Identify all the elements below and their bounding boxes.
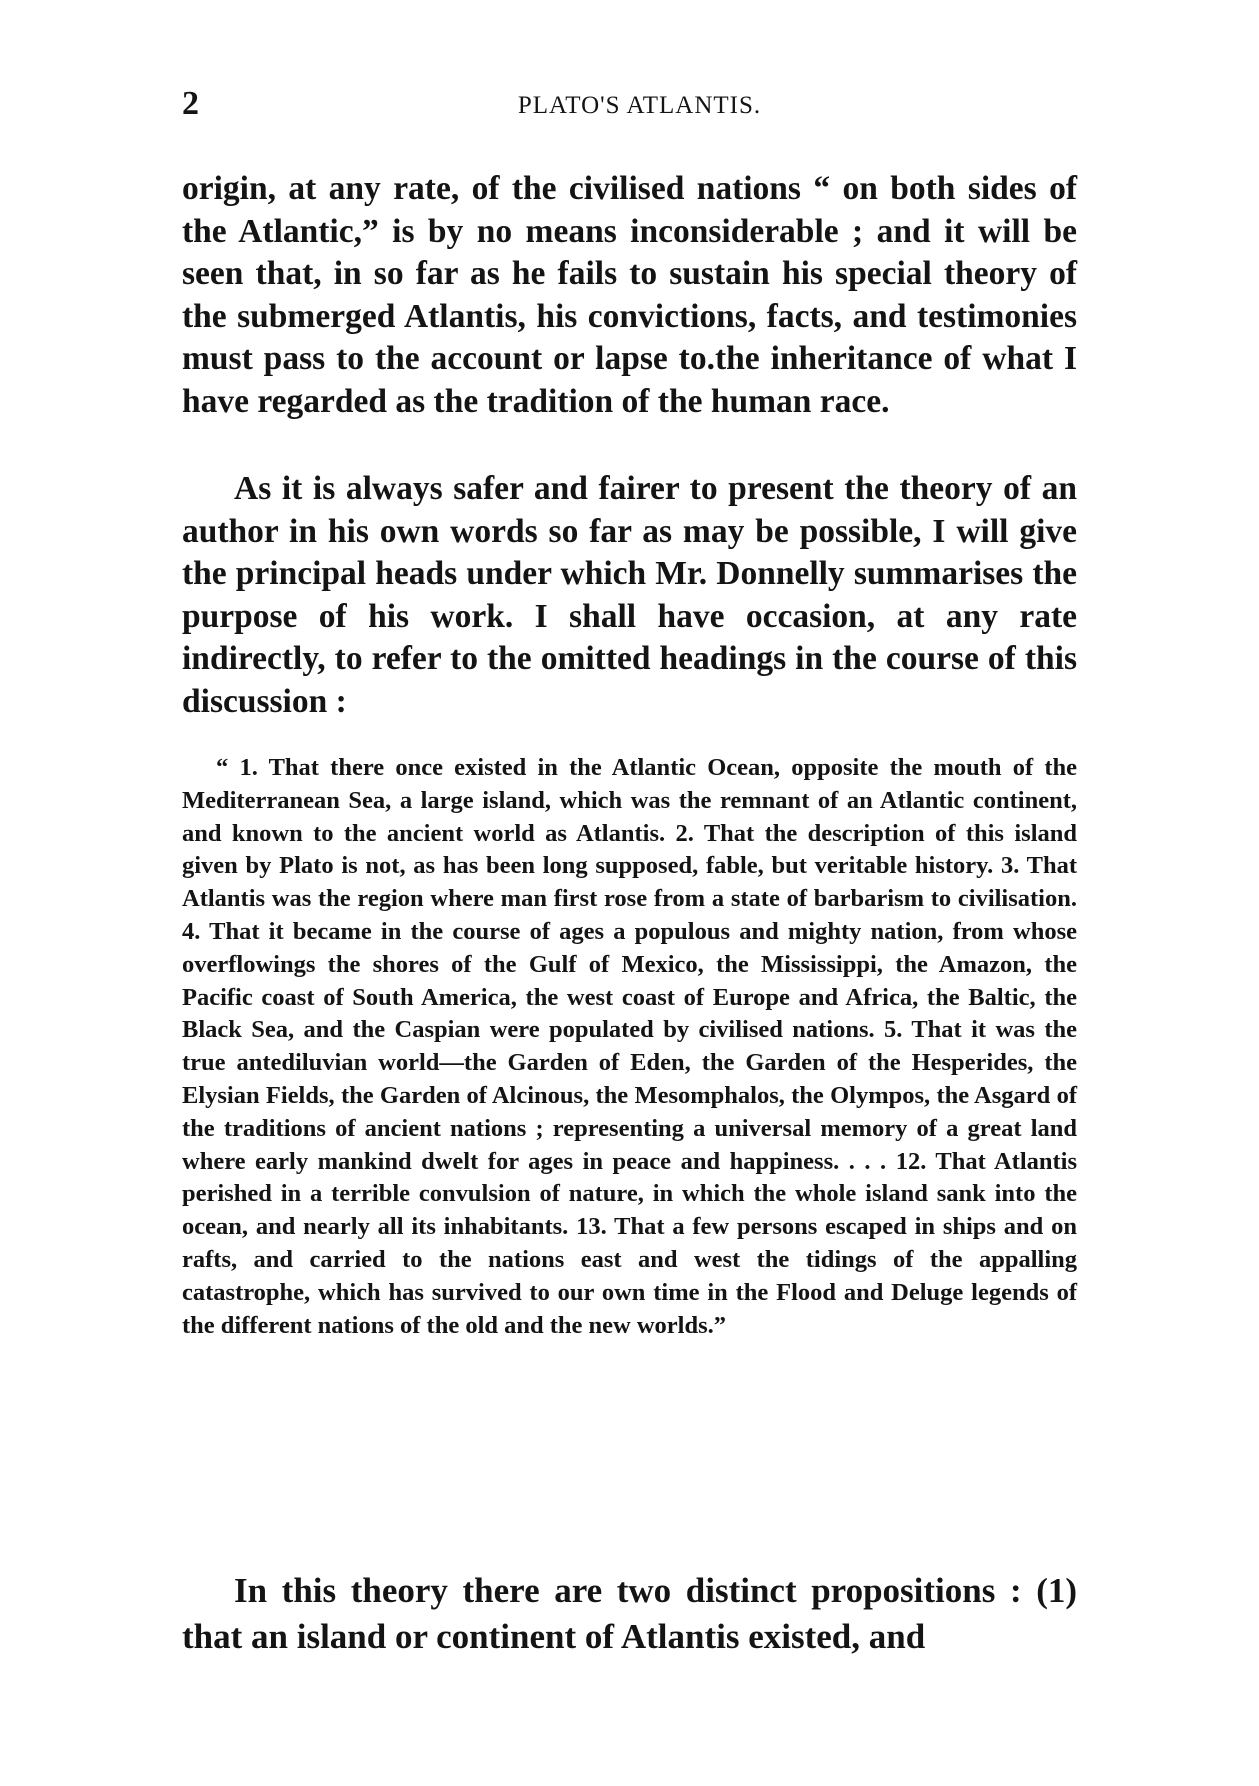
propositions-text: In this theory there are two distinct propositions : (1) that an island or continent of Atlantis existed, and [182, 1571, 1077, 1656]
running-head [182, 84, 1077, 124]
page-number: 2 [182, 85, 199, 122]
continuation-paragraph [182, 168, 1077, 424]
propositions-paragraph [182, 1568, 1077, 1660]
intro-paragraph [182, 468, 1077, 724]
continuation-text: origin, at any rate, of the civilised nations “ on both sides of the Atlantic,” is by no means inconsiderable ; and it will be seen that, in so far as he fails to sustain his special theory of the submerged Atlantis, his convictions, facts, and testimonies must pass to the account or lapse to.the inheritance of what I have regarded as the tradition of the human race. [182, 170, 1077, 420]
donnelly-quotation: “ 1. That there once existed in the Atlantic Ocean, opposite the mouth of the Mediterranean Sea, a large island, which was the remnant of an Atlantic continent, and known to the ancient world as Atlantis. 2. That the description of this island given by Plato is not, as has been long supposed, fable, but veritable history. 3. That Atlantis was the region where man first rose from a state of barbarism to civilisation. 4. That it became in the course of ages a populous and mighty nation, from whose overflowings the shores of the Gulf of Mexico, the Mississippi, the Amazon, the Pacific coast of South America, the west coast of Europe and Africa, the Baltic, the Black Sea, and the Caspian were populated by civilised nations. 5. That it was the true antediluvian world—the Garden of Eden, the Garden of the Hesperides, the Elysian Fields, the Garden of Alcinous, the Mesomphalos, the Olympos, the Asgard of the traditions of ancient nations ; representing a universal memory of a great land where early mankind dwelt for ages in peace and happiness. . . . 12. That Atlantis perished in a terrible convulsion of nature, in which the whole island sank into the ocean, and nearly all its inhabitants. 13. That a few persons escaped in ships and on rafts, and carried to the nations east and west the tidings of the appalling catastrophe, which has survived to our own time in the Flood and Deluge legends of the different nations of the old and the new worlds.” [182, 754, 1077, 1339]
intro-text: As it is always safer and fairer to present the theory of an author in his own words so far as may be possible, I will give the principal heads under which Mr. Donnelly summarises the purpose of his work. I shall have occasion, at any rate indirectly, to refer to the omitted headings in the course of this discussion : [182, 470, 1077, 720]
running-title: PLATO'S ATLANTIS. [517, 92, 762, 119]
